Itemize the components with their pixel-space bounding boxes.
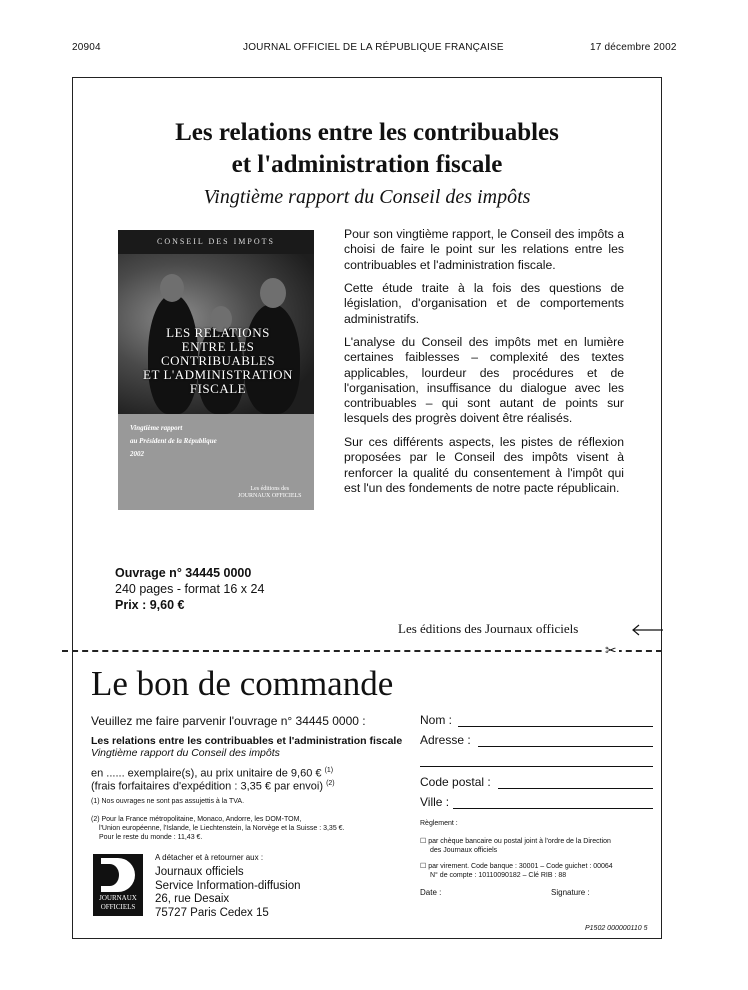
checkbox-icon[interactable]: ☐: [420, 863, 427, 870]
ouvrage-number: Ouvrage n° 34445 0000: [115, 566, 252, 580]
promo-paragraph-2: Cette étude traite à la fois des questions de législation, d'organisation et de comportements administratifs.: [344, 281, 624, 326]
ville-label: Ville :: [420, 795, 450, 809]
date-label: Date :: [420, 888, 442, 897]
order-note-2: (2) Pour la France métropolitaine, Monaco, Andorre, les DOM-TOM, l'Union européenne, l'Islande, le Liechtenstein, la Norvège et la Suisse : 3,35 €. Pour le reste du monde : 11,43 €.: [91, 816, 345, 841]
promo-paragraph-1: Pour son vingtième rapport, le Conseil des impôts a choisi de faire le point sur les relations entre les contribuables et l'administration fiscale.: [344, 227, 624, 272]
order-request: Veuillez me faire parvenir l'ouvrage n° 34445 0000 :: [91, 714, 366, 728]
order-shipping-line: (frais forfaitaires d'expédition : 3,35 € par envoi) $^{(2)}$: [91, 780, 335, 793]
promo-paragraph-4: Sur ces différents aspects, les pistes de réflexion proposées par le Conseil des impôts visent à renforcer la qualité du consentement à l'impôt qui est l'un des fondements de notre pacte républicain.: [344, 435, 624, 495]
journal-title: JOURNAL OFFICIEL DE LA RÉPUBLIQUE FRANÇAISE: [243, 42, 504, 53]
adresse-field[interactable]: [478, 746, 653, 747]
nom-label: Nom :: [420, 713, 453, 727]
page-number: 20904: [72, 42, 101, 53]
promo-title-line1: Les relations entre les contribuables: [175, 119, 559, 146]
order-note-1: (1) Nos ouvrages ne sont pas assujettis à la TVA.: [91, 798, 245, 805]
scissors-icon: ✂: [605, 642, 617, 658]
reference-code: P1502 000000110 5: [585, 925, 648, 932]
editions-label: Les éditions des Journaux officiels: [398, 621, 579, 636]
ville-field[interactable]: [453, 808, 653, 809]
order-book-subtitle: Vingtième rapport du Conseil des impôts: [91, 747, 280, 759]
cut-line: [62, 650, 662, 652]
signature-label: Signature :: [551, 888, 590, 897]
cover-publisher: Les éditions des JOURNAUX OFFICIELS: [238, 486, 302, 499]
adresse-label: Adresse :: [420, 733, 471, 747]
reglement-label: Règlement :: [420, 820, 458, 827]
ouvrage-price: Prix : 9,60 €: [115, 598, 185, 612]
book-cover: [118, 230, 314, 510]
order-quantity-line: en ...... exemplaire(s), au prix unitaire de 9,60 € $^{(1)}$: [91, 767, 334, 780]
nom-field[interactable]: [458, 726, 653, 727]
virement-option[interactable]: ☐ par virement. Code banque : 30001 – Code guichet : 00064 N° de compte : 10110090182 – Clé RIB : 88: [420, 863, 613, 879]
cover-top-label: CONSEIL DES IMPOTS: [118, 230, 314, 254]
issue-date: 17 décembre 2002: [590, 42, 677, 53]
promo-subtitle: Vingtième rapport du Conseil des impôts: [203, 186, 531, 208]
order-book-title: Les relations entre les contribuables et l'administration fiscale: [91, 735, 403, 747]
cover-subtitle: Vingtième rapport au Président de la République 2002: [130, 424, 217, 458]
promo-paragraph-3: L'analyse du Conseil des impôts met en lumière certaines faiblesses – complexité des textes applicables, lourdeur des procédures et de l'organisation, insuffisance du dialogue avec les contribuables – qui sont autant de points sur lesquels des progrès doivent être réalisés.: [344, 335, 624, 426]
detach-instruction: A détacher et à retourner aux :: [155, 853, 264, 862]
order-title: Le bon de commande: [91, 664, 394, 703]
promo-title-line2: et l'administration fiscale: [231, 151, 503, 178]
code-postal-label: Code postal :: [420, 775, 491, 789]
checkbox-icon[interactable]: ☐: [420, 838, 427, 845]
arrow-left-icon: [630, 623, 663, 637]
journaux-officiels-logo: JOURNAUX OFFICIELS: [93, 854, 143, 916]
cheque-option[interactable]: ☐ par chèque bancaire ou postal joint à l'ordre de la Direction des Journaux officiels: [420, 838, 611, 854]
ouvrage-pages: 240 pages - format 16 x 24: [115, 582, 265, 596]
cover-title: LES RELATIONS ENTRE LES CONTRIBUABLES ET L'ADMINISTRATION FISCALE: [143, 325, 293, 396]
adresse-field-line2[interactable]: [420, 766, 653, 767]
return-address: Journaux officiels Service Information-diffusion 26, rue Desaix 75727 Paris Cedex 15: [155, 866, 301, 919]
code-postal-field[interactable]: [498, 788, 653, 789]
